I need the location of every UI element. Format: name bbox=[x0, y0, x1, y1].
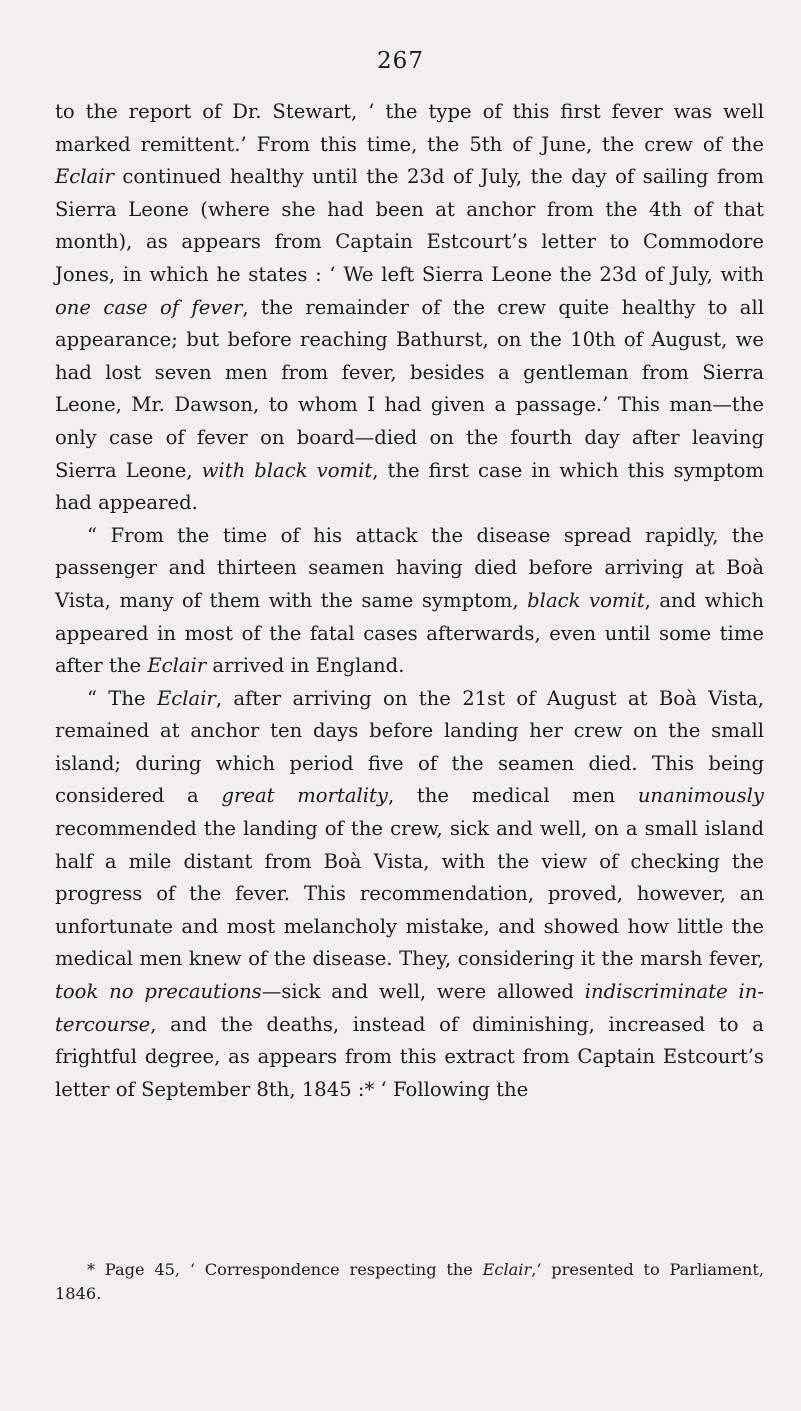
italic-text: Eclair bbox=[482, 1260, 532, 1279]
italic-text: unanimously bbox=[637, 784, 765, 808]
text-run: , after arriving on the 21st of August at Boà Vista, remained at anchor ten days before landing her crew on the small island; during which period five of the seamen died. This being considered a bbox=[55, 686, 765, 808]
page-number: 267 bbox=[377, 48, 424, 74]
italic-text: Eclair bbox=[156, 686, 216, 710]
italic-text: with black vomit bbox=[201, 458, 373, 482]
italic-text: Eclair bbox=[147, 654, 207, 678]
text-run: * Page 45, ‘ Correspondence respecting the bbox=[87, 1260, 483, 1279]
italic-text: took no precautions bbox=[55, 980, 262, 1004]
text-run: “ The bbox=[87, 686, 157, 710]
text-run: —sick and well, were allowed bbox=[261, 980, 585, 1004]
text-run: arrived in England. bbox=[206, 654, 405, 678]
paragraph-1 bbox=[55, 96, 764, 520]
italic-text: Eclair bbox=[55, 165, 114, 189]
italic-text: indiscriminate in-tercourse bbox=[55, 980, 764, 1036]
paragraph-3 bbox=[55, 683, 764, 1107]
paragraph-2 bbox=[55, 520, 764, 683]
italic-text: great mortality bbox=[221, 784, 388, 808]
text-run: , and which appeared in most of the fatal cases afterwards, even until some time after the bbox=[55, 588, 765, 678]
text-run: to the report of Dr. Stewart, ‘ the type of this first fever was well marked remittent.’ From this time, the 5th of June, the crew of the bbox=[55, 100, 764, 156]
text-run: , and the deaths, instead of diminishing, increased to a frightful degree, as appears from this extract from Captain Estcourt’s letter of September 8th, 1845 :* ‘ Following the bbox=[55, 1012, 764, 1101]
italic-text: black vomit bbox=[527, 588, 645, 612]
text-run: , the first case in which this symptom had appeared. bbox=[55, 458, 764, 515]
body-text bbox=[55, 96, 764, 1106]
text-run: continued healthy until the 23d of July, the day of sailing from Sierra Leone (where she had been at anchor from the 4th of that month), as appears from Captain Estcourt’s letter to Commodore Jones, in which he states : ‘ We left Sierra Leone the 23d of July, with bbox=[55, 165, 764, 286]
footnote bbox=[55, 1258, 764, 1306]
italic-text: one case of fever bbox=[55, 295, 243, 319]
text-run: , the remainder of the crew quite healthy to all appearance; but before reaching Bathurst, on the 10th of August, we had lost seven men from fever, besides a gentleman from Sierra Leone, Mr. Dawson, to whom I had given a passage.’ This man—the only case of fever on board—died on the fourth day after leaving Sierra Leone, bbox=[55, 295, 764, 482]
text-run: “ From the time of his attack the disease spread rapidly, the passenger and thirteen seamen having died before arriving at Boà Vista, many of them with the same symptom, bbox=[55, 523, 764, 612]
text-run: , the medical men bbox=[387, 784, 638, 808]
text-run: recommended the landing of the crew, sick and well, on a small island half a mile distant from Boà Vista, with the view of checking the progress of the fever. This recommendation, proved, however, an unfortunate and most melancholy mistake, and showed how little the medical men knew of the disease. They, considering it the marsh fever, bbox=[55, 817, 764, 971]
text-run: ,’ presented to Parliament, 1846. bbox=[55, 1260, 765, 1303]
